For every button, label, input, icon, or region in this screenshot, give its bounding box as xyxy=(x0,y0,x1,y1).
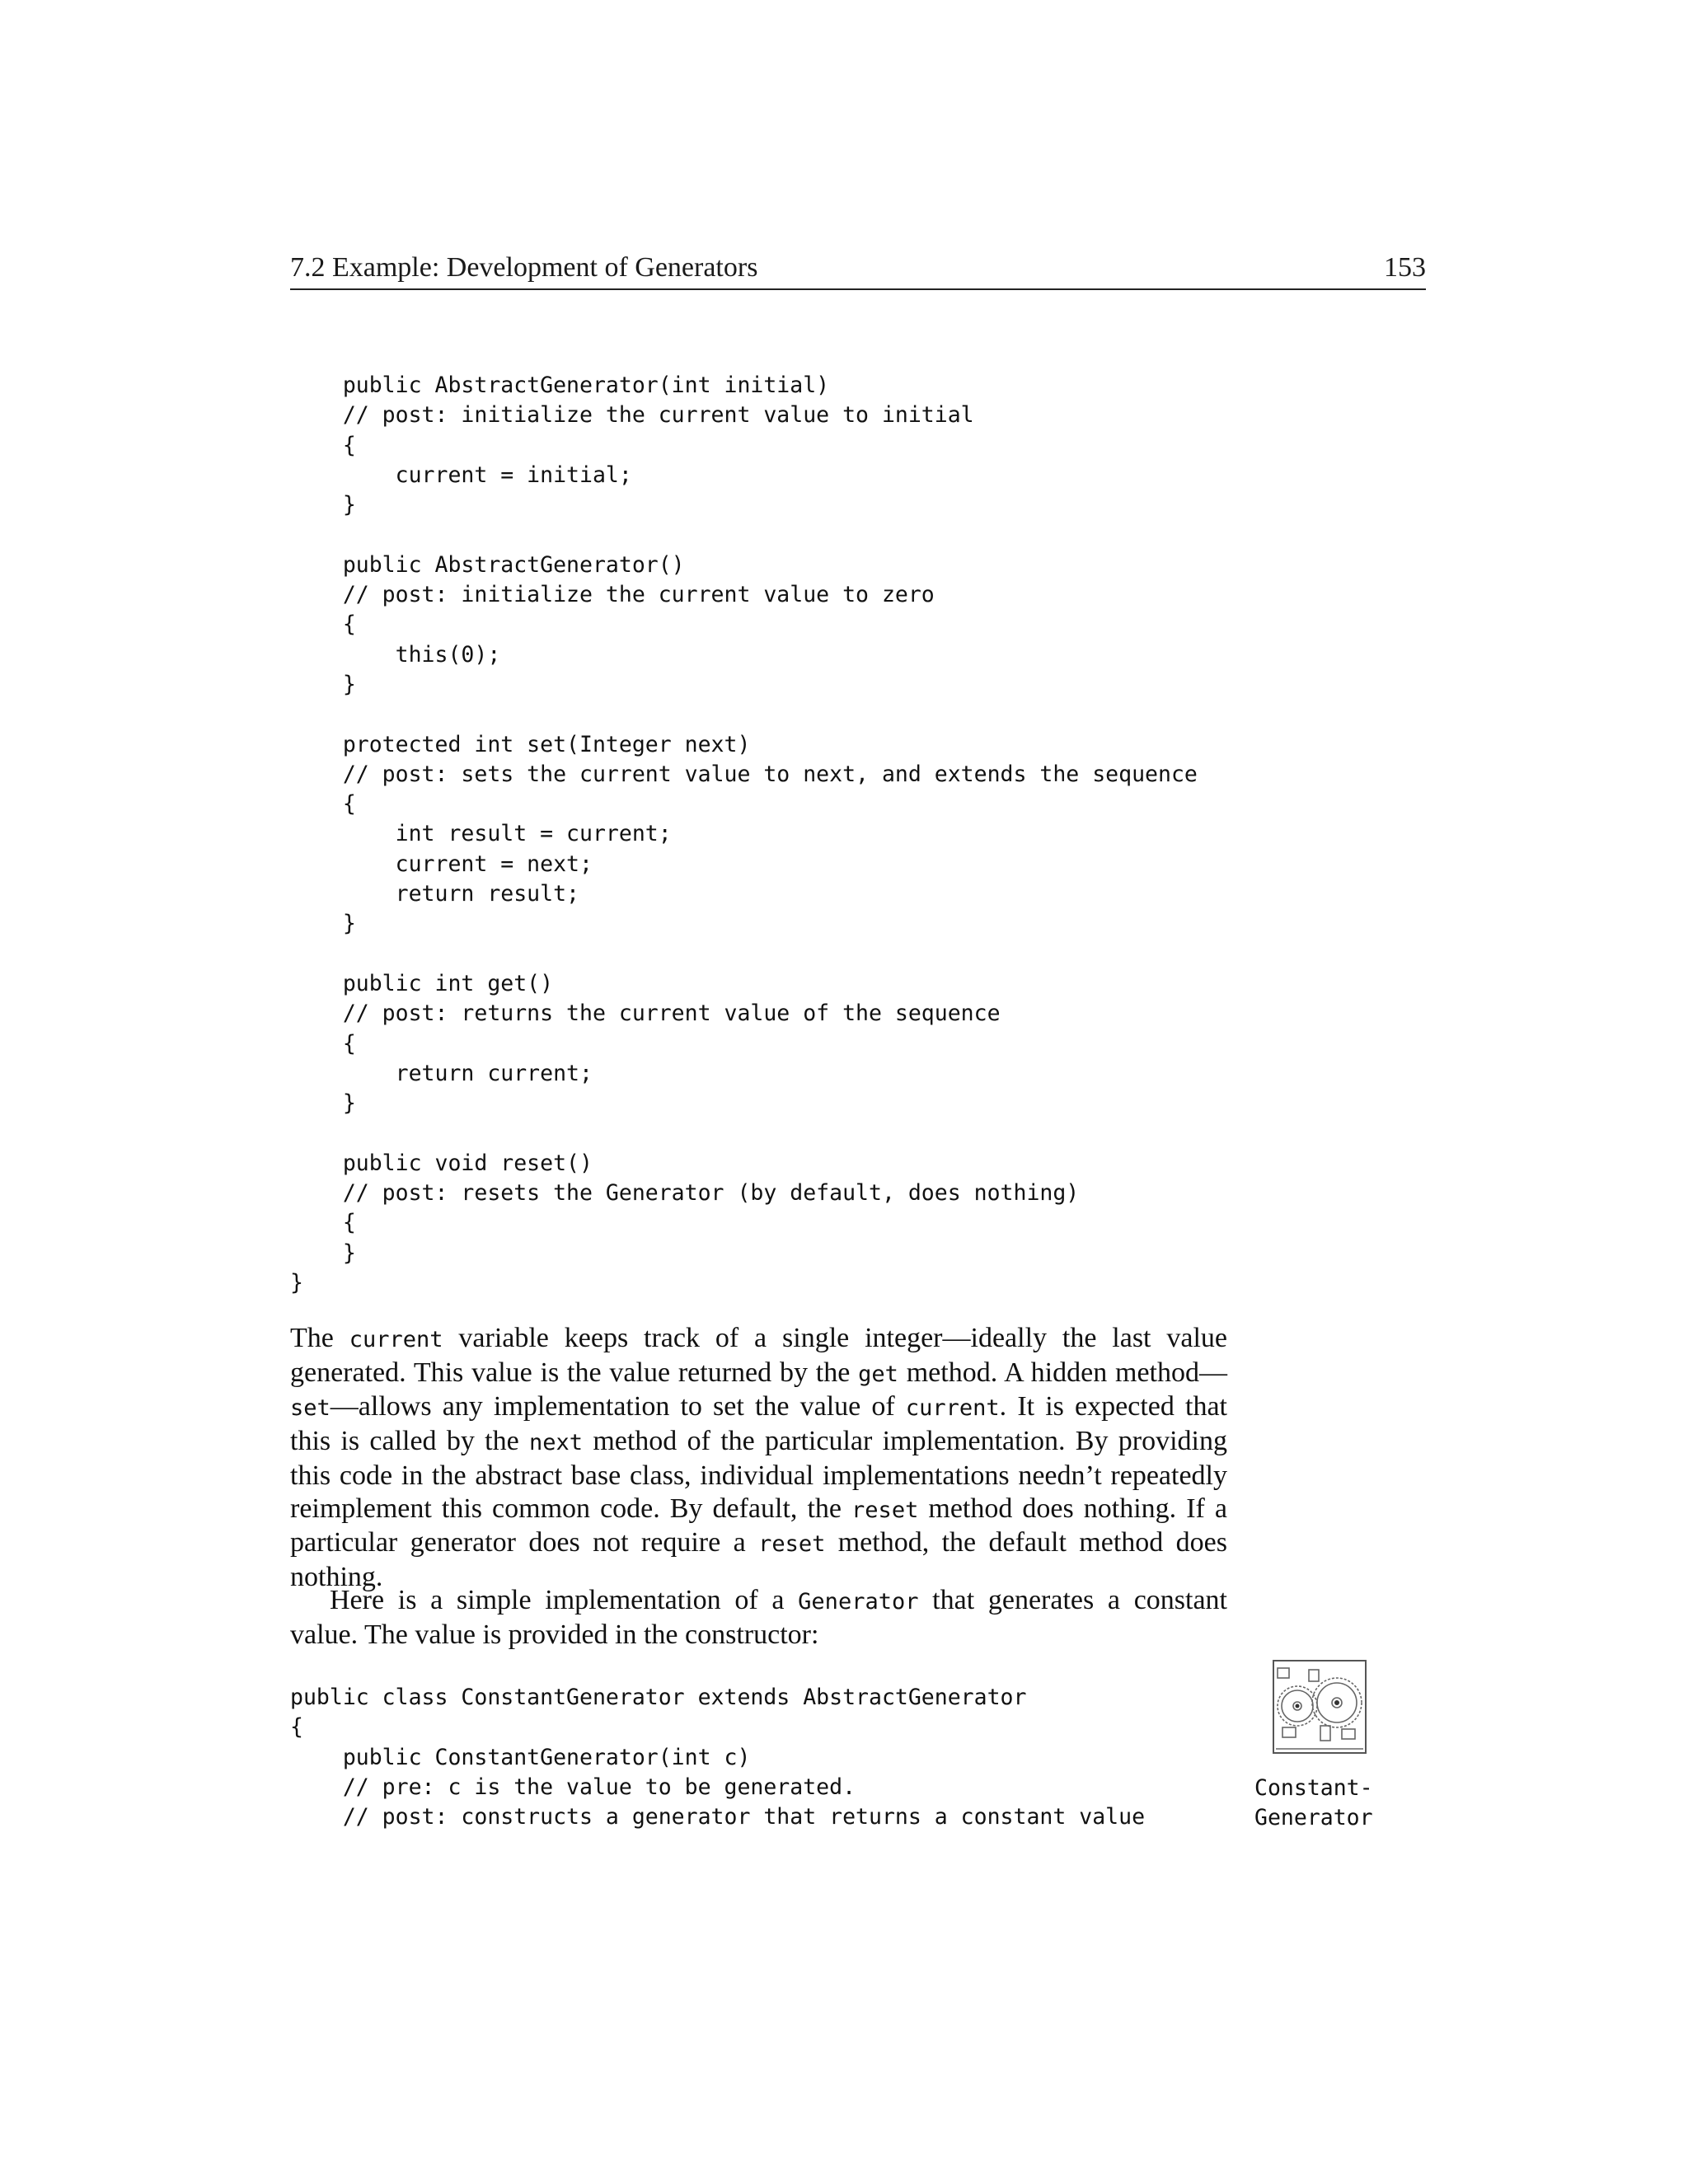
code-line: // pre: c is the value to be generated. xyxy=(290,1774,856,1800)
code-line: current = initial; xyxy=(290,462,632,488)
code-line: // post: initialize the current value to zero xyxy=(290,582,935,608)
inline-code: reset xyxy=(758,1531,826,1558)
code-line: { xyxy=(290,432,356,458)
code-line: public ConstantGenerator(int c) xyxy=(290,1744,751,1770)
text-run: method does nothing. If a particular generator does not require a xyxy=(290,1493,1227,1558)
page-number: 153 xyxy=(1384,252,1426,283)
code-listing-abstract-generator xyxy=(290,371,1198,1298)
inline-code: next xyxy=(529,1430,584,1456)
gears-icon xyxy=(1273,1660,1367,1754)
code-line: } xyxy=(290,671,356,697)
code-line: public class ConstantGenerator extends AbstractGenerator xyxy=(290,1685,1027,1710)
inline-code: reset xyxy=(851,1497,919,1523)
code-line: // post: sets the current value to next, and extends the sequence xyxy=(290,761,1198,787)
code-line: } xyxy=(290,492,356,518)
text-run: —allows any implementation to set the value of xyxy=(330,1391,906,1422)
code-line: protected int set(Integer next) xyxy=(290,731,751,757)
code-line: public AbstractGenerator() xyxy=(290,551,685,578)
inline-code: set xyxy=(290,1395,331,1422)
code-line: return current; xyxy=(290,1060,593,1086)
code-line: public int get() xyxy=(290,970,554,996)
code-line: { xyxy=(290,1030,356,1057)
code-line: { xyxy=(290,791,356,818)
inline-code: get xyxy=(858,1361,898,1387)
text-run: method of the particular implementation. By providing this code in the abstract base class, individual implementations needn’t repeatedly reimplement this common code. By default, the xyxy=(290,1426,1227,1524)
code-line xyxy=(290,940,1198,969)
code-line: return result; xyxy=(290,881,579,907)
code-line: // post: initialize the current value to initial xyxy=(290,402,974,429)
code-line: current = next; xyxy=(290,851,593,877)
text-run: Here is a simple implementation of a xyxy=(330,1585,799,1615)
text-run: method, the default method does nothing. xyxy=(290,1527,1227,1592)
inline-code: current xyxy=(905,1395,1000,1422)
code-line: // post: returns the current value of the sequence xyxy=(290,1001,1001,1027)
code-line: } xyxy=(290,1269,303,1296)
inline-code: current xyxy=(349,1327,443,1352)
code-line: public void reset() xyxy=(290,1150,593,1176)
paragraph-current-variable xyxy=(290,1322,1227,1594)
section-title: 7.2 Example: Development of Generators xyxy=(290,252,758,283)
code-listing-constant-generator xyxy=(290,1683,1145,1832)
code-line xyxy=(290,520,1198,550)
text-run: variable keeps track of a single integer—ideally the last value generated. This value is the value returned by the xyxy=(290,1323,1227,1388)
code-line: { xyxy=(290,1210,356,1236)
margin-caption-line: Constant- xyxy=(1254,1775,1373,1801)
code-line: { xyxy=(290,1714,303,1741)
text-run: . It is expected that this is called by the xyxy=(290,1391,1227,1457)
page-header xyxy=(290,251,1426,290)
code-line: // post: constructs a generator that returns a constant value xyxy=(290,1804,1146,1830)
code-line xyxy=(290,700,1198,729)
text-run: method. A hidden method— xyxy=(898,1357,1227,1388)
text-run: The xyxy=(290,1323,349,1353)
margin-caption xyxy=(1254,1774,1373,1834)
code-line xyxy=(290,1118,1198,1148)
inline-code: Generator xyxy=(798,1589,919,1615)
code-line: } xyxy=(290,1090,356,1117)
text-run: that generates a constant value. The value is provided in the constructor: xyxy=(290,1585,1228,1650)
margin-caption-line: Generator xyxy=(1254,1805,1373,1831)
code-line: public AbstractGenerator(int initial) xyxy=(290,373,830,398)
code-line: this(0); xyxy=(290,641,501,668)
code-line: } xyxy=(290,911,356,937)
paragraph-constant-generator-intro xyxy=(290,1584,1227,1651)
code-line: { xyxy=(290,612,356,638)
code-line: // post: resets the Generator (by default, does nothing) xyxy=(290,1180,1080,1207)
code-line: int result = current; xyxy=(290,821,672,847)
code-line: } xyxy=(290,1240,356,1266)
